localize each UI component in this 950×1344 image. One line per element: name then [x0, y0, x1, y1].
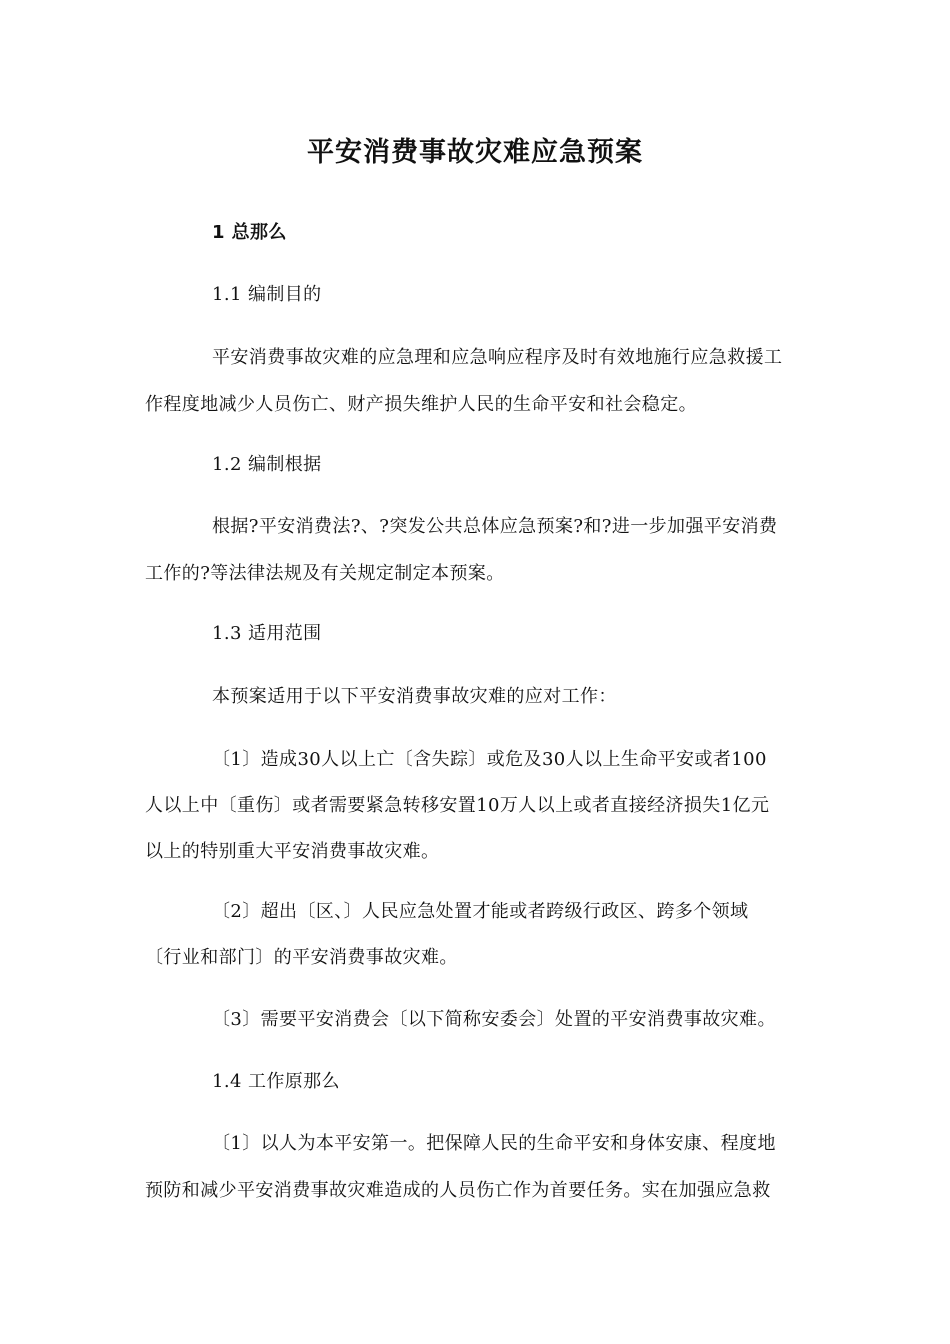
- list-item-line: 预防和减少平安消费事故灾难造成的人员伤亡作为首要任务。实在加强应急救: [145, 1180, 771, 1201]
- list-item-line: 〔行业和部门〕的平安消费事故灾难。: [145, 947, 458, 968]
- list-item-line: 〔1〕造成30人以上亡〔含失踪〕或危及30人以上生命平安或者100: [212, 749, 767, 770]
- paragraph-line: 本预案适用于以下平安消费事故灾难的应对工作：: [212, 686, 617, 707]
- paragraph-line: 根据?平安消费法?、?突发公共总体应急预案?和?进一步加强平安消费: [212, 516, 778, 537]
- paragraph-line: 作程度地减少人员伤亡、财产损失维护人民的生命平安和社会稳定。: [145, 394, 697, 415]
- document-title: 平安消费事故灾难应急预案: [307, 137, 643, 168]
- list-item-line: 〔3〕需要平安消费会〔以下简称安委会〕处置的平安消费事故灾难。: [212, 1009, 776, 1030]
- subsection-heading-1-1: 1.1 编制目的: [212, 284, 322, 305]
- paragraph-line: 平安消费事故灾难的应急理和应急响应程序及时有效地施行应急救援工: [212, 347, 783, 368]
- list-item-line: 〔1〕以人为本平安第一。把保障人民的生命平安和身体安康、程度地: [212, 1133, 776, 1154]
- subsection-heading-1-2: 1.2 编制根据: [212, 454, 322, 475]
- subsection-heading-1-4: 1.4 工作原那么: [212, 1071, 340, 1092]
- section-heading-1: 1 总那么: [212, 222, 287, 243]
- list-item-line: 以上的特别重大平安消费事故灾难。: [145, 841, 440, 862]
- subsection-heading-1-3: 1.3 适用范围: [212, 623, 322, 644]
- list-item-line: 〔2〕超出〔区、〕人民应急处置才能或者跨级行政区、跨多个领域: [212, 901, 749, 922]
- list-item-line: 人以上中〔重伤〕或者需要紧急转移安置10万人以上或者直接经济损失1亿元: [145, 795, 770, 816]
- paragraph-line: 工作的?等法律法规及有关规定制定本预案。: [145, 563, 505, 584]
